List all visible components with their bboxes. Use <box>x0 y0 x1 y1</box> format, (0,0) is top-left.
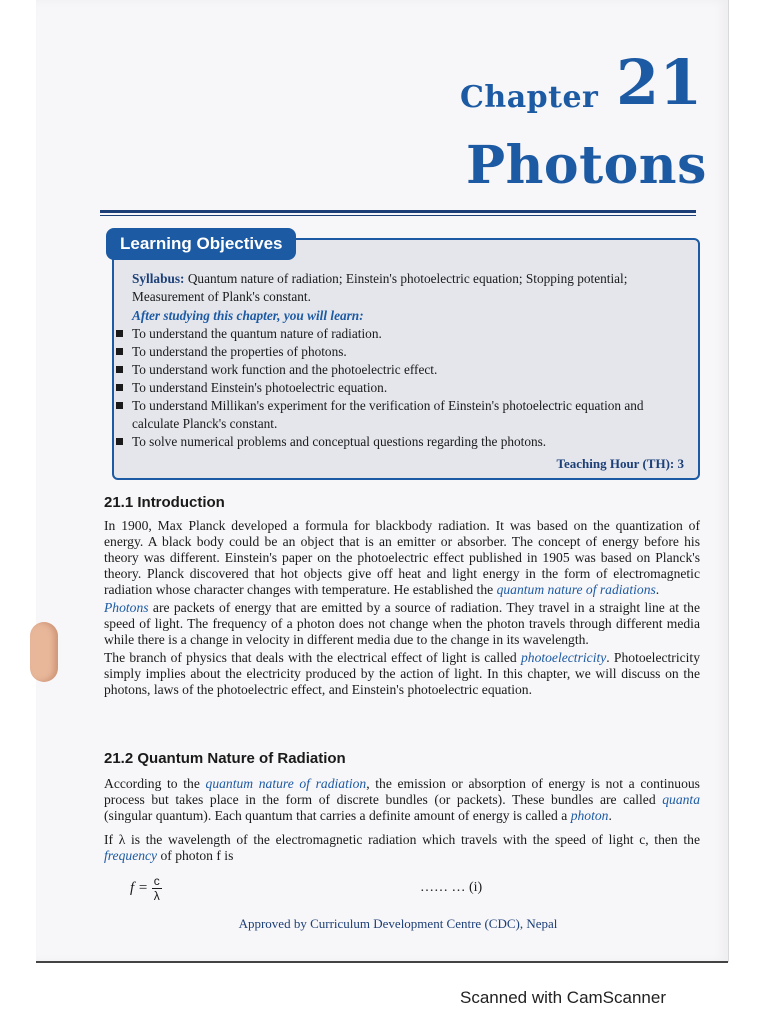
cdc-approval-note: Approved by Curriculum Development Centre (CDC), Nepal <box>238 916 558 931</box>
introduction-body <box>104 518 700 700</box>
bullet-icon <box>116 348 123 355</box>
term-quanta: quanta <box>662 792 700 807</box>
page-bottom-edge <box>36 961 728 963</box>
bullet-icon <box>116 366 123 373</box>
section-heading-quantum-nature: 21.2 Quantum Nature of Radiation <box>104 750 346 767</box>
learning-objectives-header: Learning Objectives <box>106 228 296 260</box>
list-item: To understand work function and the photoelectric effect. <box>116 361 688 379</box>
chapter-title: Photons <box>466 135 707 196</box>
syllabus <box>132 270 688 306</box>
thumb-in-frame <box>30 622 58 682</box>
term-photons: Photons <box>104 600 149 615</box>
chapter-number: 21 <box>616 46 703 119</box>
syllabus-label: Syllabus: <box>132 271 185 286</box>
teaching-hour: Teaching Hour (TH): 3 <box>556 456 684 471</box>
paragraph: The branch of physics that deals with the electrical effect of light is called photoelectricity. Photoelectricity simply implies about the electricity produced by the action of light. In this chapter, we will discuss on the photons, laws of the photoelectric effect, and Einstein's photoelectric equation. <box>104 650 700 697</box>
learning-objectives-content <box>132 270 688 451</box>
term-quantum-nature-of-radiation: quantum nature of radiation <box>205 776 367 791</box>
paragraph: If λ is the wavelength of the electromagnetic radiation which travels with the speed of light c, then the frequency of photon f is <box>104 832 700 863</box>
after-studying-line: After studying this chapter, you will learn: <box>132 308 364 323</box>
list-item: To understand the properties of photons. <box>116 343 688 361</box>
term-photon: photon <box>570 808 609 823</box>
list-item: To understand Millikan's experiment for the verification of Einstein's photoelectric equation and calculate Planck's constant. <box>116 397 688 433</box>
chapter-label: Chapter <box>460 80 599 115</box>
paragraph: Photons are packets of energy that are emitted by a source of radiation. They travel in a straight line at the speed of light. The frequency of a photon does not change when the photon travels through different media while there is a change in velocity in different media due to the change in its wavelength. <box>104 600 700 647</box>
term-quantum-nature: quantum nature of radiations <box>496 582 656 597</box>
bullet-icon <box>116 438 123 445</box>
scanner-watermark: Scanned with CamScanner <box>460 988 667 1007</box>
bullet-icon <box>116 402 123 409</box>
syllabus-text: Quantum nature of radiation; Einstein's photoelectric equation; Stopping potential; Measurement of Plank's constant. <box>132 271 628 304</box>
list-item: To solve numerical problems and conceptual questions regarding the photons. <box>116 433 688 451</box>
term-frequency: frequency <box>104 848 158 863</box>
bullet-icon <box>116 384 123 391</box>
equation-number: …… … (i) <box>420 880 483 895</box>
list-item: To understand the quantum nature of radiation. <box>116 325 688 343</box>
section-heading-introduction: 21.1 Introduction <box>104 494 225 511</box>
frequency-formula: f = $\frac{c}{\lambda}$ <box>130 874 160 903</box>
term-photoelectricity: photoelectricity <box>520 650 607 665</box>
title-divider <box>100 210 696 213</box>
bullet-icon <box>116 330 123 337</box>
list-item: To understand Einstein's photoelectric equation. <box>116 379 688 397</box>
title-divider-thin <box>100 215 696 216</box>
paragraph: In 1900, Max Planck developed a formula for blackbody radiation. It was based on the quantization of energy. A black body could be an object that is an emitter or absorber. The concept of energy before his theory was different. Einstein's paper on the photoelectric effect published in 1905 was based on Planck's theory. Planck discovered that hot objects give off heat and light energy in the form of electromagnetic radiation whose character changes with temperature. He established the quantum nature of radiations. <box>104 518 700 597</box>
fraction: $\frac{c}{\lambda}$ <box>153 874 160 903</box>
quantum-nature-body <box>104 776 700 866</box>
paragraph: According to the quantum nature of radiation, the emission or absorption of energy is not a continuous process but takes place in the form of discrete bundles (or packets). These bundles are called quanta (singular quantum). Each quantum that carries a definite amount of energy is called a photon. <box>104 776 700 823</box>
objectives-list <box>132 325 688 451</box>
